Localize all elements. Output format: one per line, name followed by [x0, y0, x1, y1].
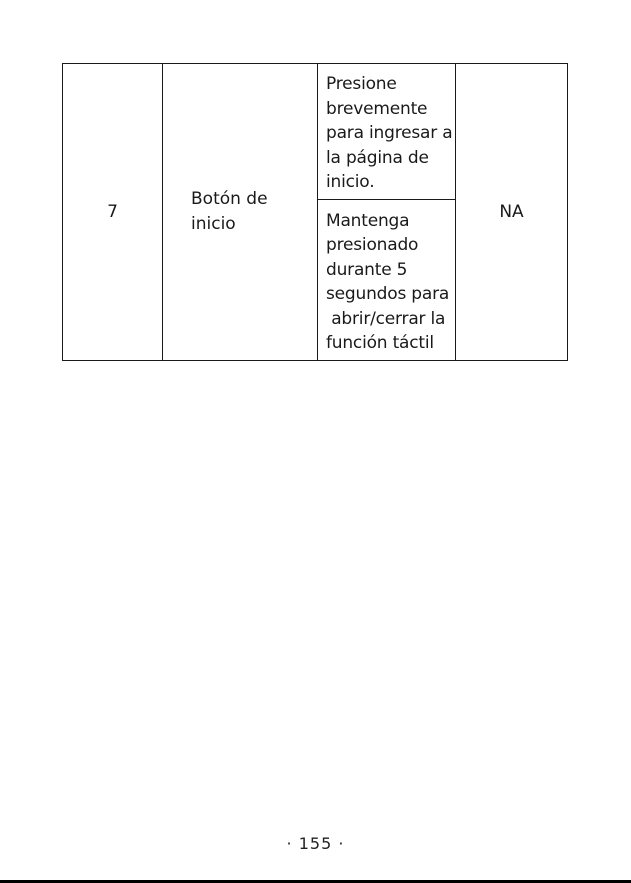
button-function-table	[62, 63, 568, 361]
description-line: para ingresar a	[326, 123, 453, 143]
description-line: Presione	[326, 74, 397, 94]
table-row	[63, 64, 568, 200]
long-press-description-cell	[318, 199, 456, 360]
short-press-description-cell	[318, 64, 456, 200]
description-line: durante 5	[326, 259, 408, 280]
description-line: brevemente	[326, 98, 428, 119]
description-line: Mantenga	[326, 210, 410, 231]
button-name-line: inicio	[191, 213, 236, 234]
button-name-line: Botón de	[191, 189, 268, 210]
button-name-cell	[163, 64, 318, 361]
description-line: función táctil	[326, 333, 434, 353]
item-number-cell: 7	[63, 64, 163, 361]
description-line: presionado	[326, 235, 419, 255]
page-number: · 155 ·	[286, 834, 345, 853]
note-cell: NA	[456, 64, 568, 361]
description-line: abrir/cerrar la	[326, 308, 446, 329]
description-line: inicio.	[326, 172, 375, 192]
description-line: la página de	[326, 147, 429, 168]
description-line: segundos para	[326, 284, 450, 304]
